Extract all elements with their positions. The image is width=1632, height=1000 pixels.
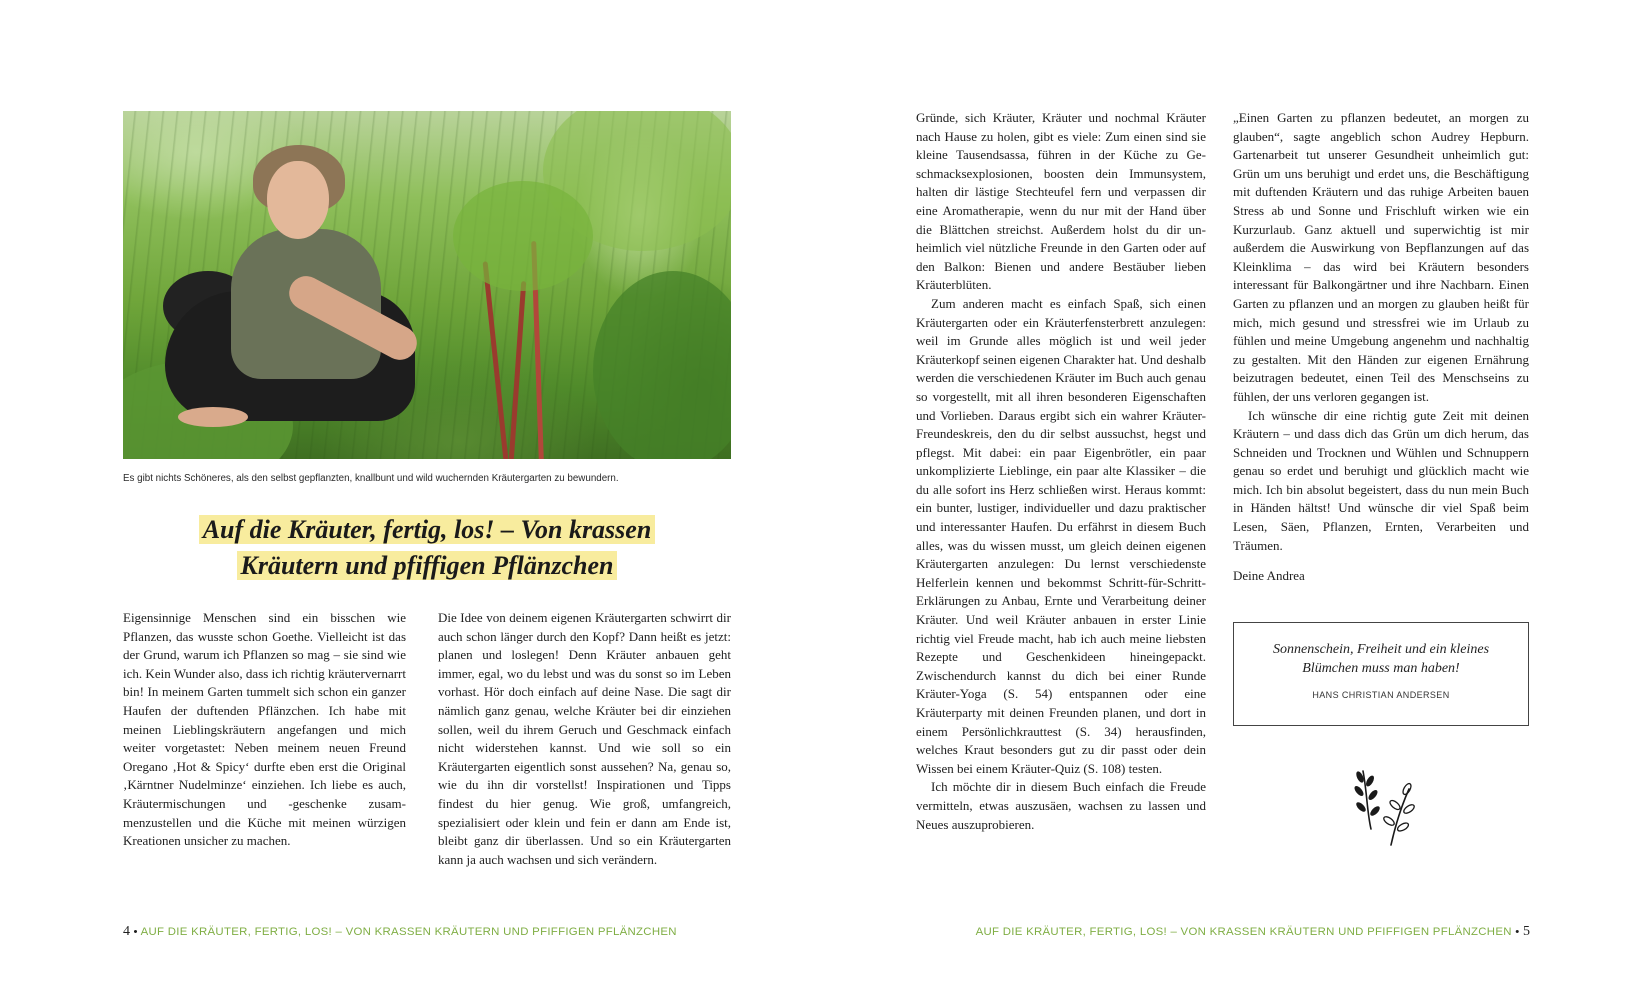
paragraph: Gründe, sich Kräuter, Kräuter und nochmal Kräuter nach Hause zu holen, gibt es viele: Zum einen sind sie kleine Tausendsassa, führen in der Küche zu Geschmacksexplosionen, boosten dein Immunsystem, halten dir lästige Stechteufel fern und verpassen dir eine Aromatherapie, wenn du nur mit der Hand über die Blättchen streichst. Außerdem holst du dir unheimlich viel nützliche Freunde in den Garten oder auf den Balkon: Bienen und andere Bestäuber lieben Kräuterblüten.: [916, 110, 1206, 293]
footer-left: [123, 924, 677, 940]
text-column-1: [123, 609, 406, 851]
footer-bullet: •: [1515, 926, 1520, 938]
photo-person-foot: [178, 407, 248, 427]
footer-bullet: •: [133, 926, 138, 938]
garden-photo: [123, 111, 731, 459]
running-title-right: AUF DIE KRÄUTER, FERTIG, LOS! – VON KRASSEN KRÄUTERN UND PFIFFIGEN PFLÄNZCHEN: [975, 926, 1512, 938]
photo-caption: Es gibt nichts Schöneres, als den selbst gepflanzten, knallbunt und wild wuchernden Kräutergarten zu bewundern.: [123, 473, 619, 484]
paragraph: Ich wünsche dir eine richtig gute Zeit mit deinen Kräutern – und dass dich das Grün um dich herum, das Schneiden und Trocknen und Wühlen und Schnuppern genau so erdet und beruhigt und glücklich macht wie mich. Ich bin absolut begeistert, dass du nun mein Buch in Händen hältst! Und wünsche dir viel Spaß beim Lesen, Säen, Pflanzen, Ernten, Verarbeiten und Träumen.: [1233, 407, 1529, 553]
text-column-4: [1233, 109, 1529, 586]
photo-person-face: [267, 161, 329, 239]
herb-sprig-icon: [1349, 767, 1419, 847]
footer-right: [976, 924, 1530, 940]
quote-box: [1233, 622, 1529, 726]
paragraph: Zum anderen macht es einfach Spaß, sich einen Kräutergarten oder ein Kräuterfensterbrett anzulegen: weil im Grunde alles möglich ist und weil jeder Kräuterkopf seinen eigenen Charakter hat. Und deshalb werden die verschiedenen Kräuter im Buch auch genau so vorgestellt, mit all ihren besonderen Eigenschaften und Vorlieben. Daraus ergibt sich ein wahrer Kräuter-Freundeskreis, den du dir selbst aussuchst, hegst und pflegst. Mit dabei: ein paar Eigenbrötler, ein paar unkomplizierte Lieblinge, ein paar alte Klassiker – die du alle sofort ins Herz schließen wirst. Heraus kommt: ein bunter, lustiger, individueller und dazu praktischer und interessanter Haufen. Du erfährst in diesem Buch alles, was du wissen musst, um gleich deinen eigenen Kräutergarten anzulegen: Du lernst verschiedenste Helferlein kennen und bekommst Schritt-für-Schritt-Erklärungen zu Anbau, Ernte und Verarbeitung deiner Kräuter. Und weil Kräuter anbauen in erster Linie richtig viel Freude macht, hab ich auch meine liebsten Rezepte und Geschenkideen hineingepackt. Zwischendurch kannst du dich bei einer Runde Kräuter-Yoga (S. 54) entspannen oder eine Kräuterparty mit deinen Freunden planen, und dort in einem Persönlichkrauttest (S. 34) herausfinden, welches Kraut besonders gut zu dir passt oder dein Wissen bei einem Kräuter-Quiz (S. 108) testen.: [916, 295, 1206, 776]
chapter-heading-line1: Auf die Kräuter, fertig, los! – Von krassen: [199, 515, 656, 544]
paragraph: „Einen Garten zu pflanzen bedeutet, an morgen zu glauben“, sagte angeblich schon Audrey Hepburn. Gartenarbeit tut unserer Gesundheit unheimlich gut: Grün um uns beruhigt und erdet uns, die Beschäftigung mit duftenden Kräutern und das ruhige Arbeiten bauen Stress ab und Sonne und Frischluft wirken wie ein Kurzurlaub. Ganz aktuell und superwichtig ist mir außerdem die Auswirkung von Bepflanzungen auf das Kleinklima – das wird bei Kräutern besonders interessant für Balkongärtner und ihre Nachbarn. Einen Garten zu pflanzen und an morgen zu glauben heißt für mich, mich gesund und stressfrei wie im Urlaub zu fühlen und meine Umgebung angenehm und nachhaltig zu gestalten. Mit den Händen zur eigenen Ernährung beizutragen bedeutet, einen Teil des Menschseins zu fühlen, der uns verloren gegangen ist.: [1233, 110, 1529, 404]
text-column-2: [438, 609, 731, 869]
paragraph: Eigensinnige Menschen sind ein bisschen wie Pflanzen, das wusste schon Goethe. Vielleicht ist das der Grund, warum ich Pflanzen so mag – sie sind wie ich. Kein Wunder also, dass ich richtig kräutervernarrt bin! In meinem Garten tummelt sich schon ein ganzer Haufen der duftenden Pflänzchen. Ich habe mit meinen Lieblingskräutern angefangen und mich weiter vorgetastet: Neben meinem neuen Freund Oregano ‚Hot & Spicy‘ durfte eben erst die Original ‚Kärntner Nudelminze‘ einziehen. Ich liebe es auch, Kräutermischungen und -geschenke zusammenzustellen und die Küche mit meinen würzigen Kreationen unsicher zu machen.: [123, 610, 406, 849]
running-title-left: AUF DIE KRÄUTER, FERTIG, LOS! – VON KRASSEN KRÄUTERN UND PFIFFIGEN PFLÄNZCHEN: [140, 926, 677, 938]
quote-author: HANS CHRISTIAN ANDERSEN: [1312, 690, 1450, 700]
chapter-heading-line2: Kräutern und pfiffigen Pflänzchen: [237, 551, 618, 580]
photo-foliage: [453, 181, 593, 291]
paragraph: Die Idee von deinem eigenen Kräutergarten schwirrt dir auch schon länger durch den Kopf? Dann heißt es jetzt: planen und loslegen! Denn Kräuter anbauen geht immer, egal, wo du lebst und was du sonst so im Leben vorhast. Hör doch einfach auf deine Nase. Die sagt dir nämlich ganz genau, welche Kräuter bei dir einziehen sollen, weil du ihrem Geruch und Geschmack einfach nicht widerstehen kannst. Und wie soll so ein Kräutergarten eigentlich sonst aussehen? Na, genau so, wie du ihn dir vorstellst! Inspirationen und Tipps findest du hier genug. Wie groß, umfangreich, spezialisiert oder klein und fein er dann am Ende ist, bleibt ganz dir überlassen. Und so ein Kräutergarten kann ja auch wachsen und sich verändern.: [438, 610, 731, 867]
chapter-heading: [123, 512, 731, 584]
paragraph: Ich möchte dir in diesem Buch einfach die Freude vermitteln, etwas auszusäen, wachsen zu lassen und Neues auszuprobieren.: [916, 779, 1206, 832]
quote-text: Sonnenschein, Freiheit und ein kleines Blümchen muss man haben!: [1272, 642, 1490, 676]
page-number-left: 4: [123, 924, 130, 939]
text-column-3: [916, 109, 1206, 834]
page-number-right: 5: [1523, 924, 1530, 939]
signoff: Deine Andrea: [1233, 568, 1305, 584]
